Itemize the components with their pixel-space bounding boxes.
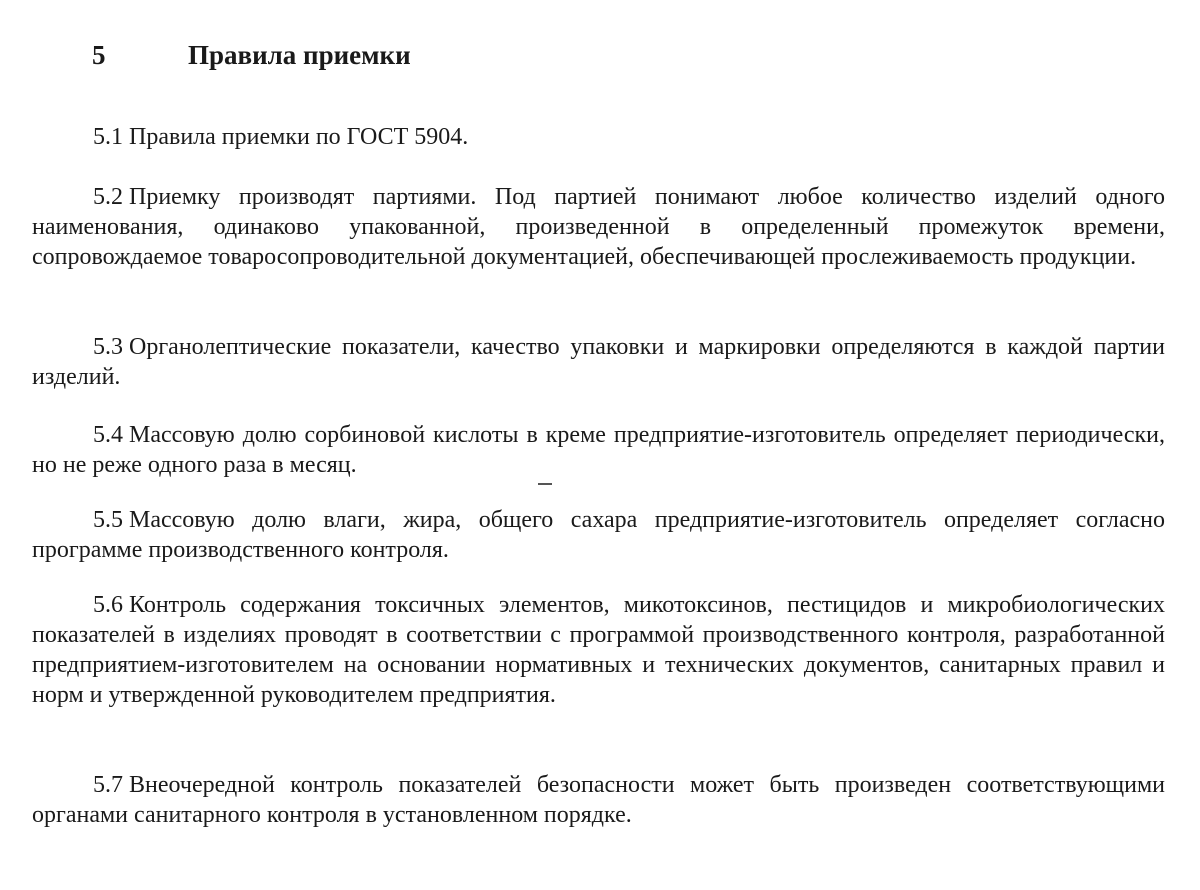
paragraph-5-4 — [32, 420, 1165, 480]
paragraph-5-3 — [32, 332, 1165, 392]
paragraph-text: Внеочередной контроль показателей безопасности может быть произведен соответствующими органами санитарного контроля в установленном порядке. — [32, 772, 1165, 828]
paragraph-number: 5.5 — [93, 507, 123, 533]
section-title: Правила приемки — [188, 40, 411, 70]
paragraph-text: Массовую долю влаги, жира, общего сахара предприятие-изготовитель определяет согласно программе производственного контроля. — [32, 507, 1165, 563]
paragraph-5-6 — [32, 590, 1165, 710]
paragraph-text: Правила приемки по ГОСТ 5904. — [129, 124, 469, 150]
paragraph-5-7 — [32, 770, 1165, 830]
paragraph-number: 5.3 — [93, 334, 123, 360]
section-heading — [92, 40, 411, 71]
paragraph-5-5 — [32, 505, 1165, 565]
scan-speck — [538, 483, 552, 485]
paragraph-text: Контроль содержания токсичных элементов, микотоксинов, пестицидов и микробиологических показателей в изделиях проводят в соответствии с программой производственного контроля, разработанной предприятием-изготовителем на основании нормативных и технических документов, санитарных правил и норм и утвержденной руководителем предприятия. — [32, 592, 1165, 708]
paragraph-text: Массовую долю сорбиновой кислоты в креме предприятие-изготовитель определяет периодически, но не реже одного раза в месяц. — [32, 422, 1165, 478]
paragraph-5-1 — [32, 122, 1165, 152]
paragraph-number: 5.2 — [93, 184, 123, 210]
paragraph-5-2 — [32, 182, 1165, 272]
section-number: 5 — [92, 40, 106, 70]
paragraph-text: Приемку производят партиями. Под партией понимают любое количество изделий одного наименования, одинаково упакованной, произведенной в определенный промежуток времени, сопровождаемое товаросопроводительной документацией, обеспечивающей прослеживаемость продукции. — [32, 184, 1165, 270]
paragraph-text: Органолептические показатели, качество упаковки и маркировки определяются в каждой партии изделий. — [32, 334, 1165, 390]
paragraph-number: 5.4 — [93, 422, 123, 448]
paragraph-number: 5.7 — [93, 772, 123, 798]
paragraph-number: 5.6 — [93, 592, 123, 618]
paragraph-number: 5.1 — [93, 124, 123, 150]
